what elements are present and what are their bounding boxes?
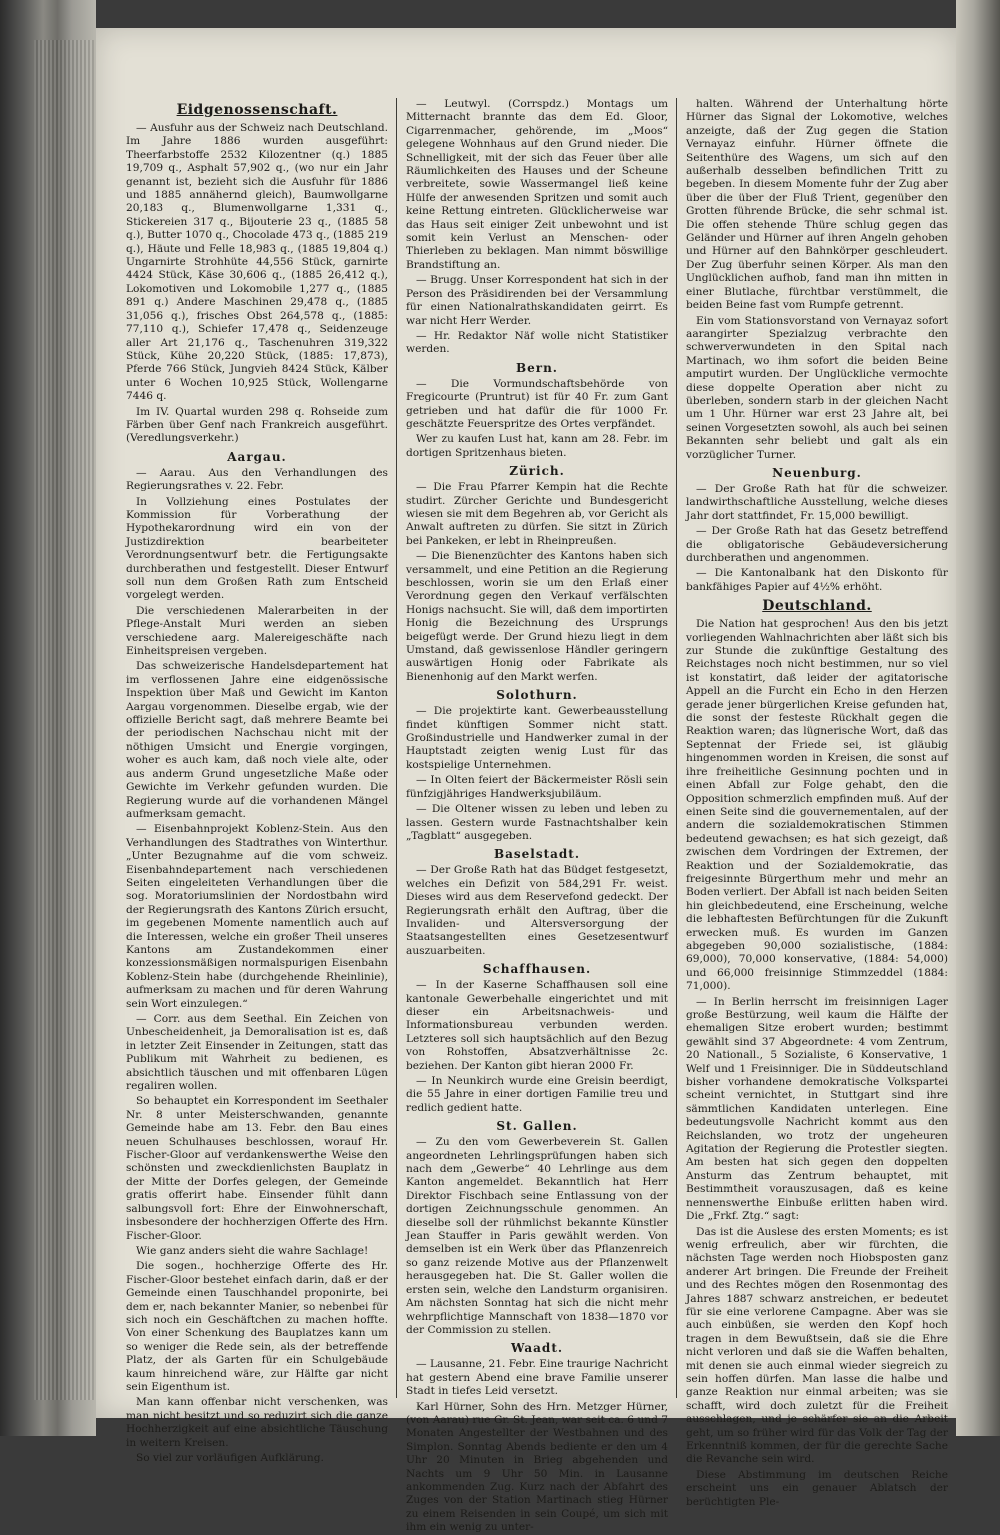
article-paragraph: — Lausanne, 21. Febr. Eine traurige Nachricht hat gestern Abend eine brave Familie unserer Stadt in tiefes Leid versetzt. <box>406 1358 668 1398</box>
section-heading-zuerich: Zürich. <box>509 464 565 479</box>
page-right-edge <box>956 0 1000 1436</box>
article-paragraph: Diese Abstimmung im deutschen Reiche erscheint uns ein genauer Ablatsch der berüchtigten Ple- <box>686 1468 948 1508</box>
section-heading-aargau: Aargau. <box>227 449 287 464</box>
article-paragraph: — Ausfuhr aus der Schweiz nach Deutschland. Im Jahre 1886 wurden ausgeführt: Theerfarbstoffe 2532 Kilozentner (q.) 1885 19,709 q., Asphalt 57,902 q., (wo nur ein Jahr genannt ist, bezieht sich die Ausfuhr für 1886 und 1885 annähernd gleich), Baumwollgarne 20,183 q., Blumenwollgarne 1,331 q., Stickereien 317 q., Bijouterie 23 q., (1885 58 q.), Butter 1070 q., Chocolade 473 q., (1885 219 q.), Häute und Felle 18,983 q., (1885 19,804 q.) Ungarnirte Strohhüte 44,556 Stück, garnirte 4424 Stück, Käse 30,606 q., (1885 26,412 q.), Lokomotiven und Lokomobile 1,277 q., (1885 891 q.) Andere Maschinen 29,478 q., (1885 31,056 q.), frisches Obst 264,578 q., (1885: 77,110 q.), Schiefer 17,478 q., Seidenzeuge aller Art 21,176 q., Taschenuhren 319,322 Stück, Kühe 20,220 Stück, (1885: 17,873), Pferde 766 Stück, Jungvieh 8424 Stück, Kälber unter 6 Wochen 10,925 Stück, Wollengarne 7446 q. <box>126 122 388 403</box>
article-paragraph: In Vollziehung eines Postulates der Kommission für Vorberathung der Hypothekarordnung wird ein von der Justizdirektion bearbeiteter Verordnungsentwurf betr. die Fertigungsakte durchberathen und festgestellt. Dieser Entwurf soll nun dem Großen Rath zum Entscheid vorgelegt werden. <box>126 495 388 602</box>
article-paragraph: Im IV. Quartal wurden 298 q. Rohseide zum Färben über Genf nach Frankreich ausgeführt. (Veredlungsverkehr.) <box>126 405 388 445</box>
article-paragraph: — Aarau. Aus den Verhandlungen des Regierungsrathes v. 22. Febr. <box>126 466 388 493</box>
article-paragraph: — Der Große Rath hat für die schweizer. landwirthschaftliche Ausstellung, welche dieses Jahr dort stattfindet, Fr. 15,000 bewilligt. <box>686 482 948 522</box>
article-paragraph: — Die Vormundschaftsbehörde von Fregicourte (Pruntrut) ist für 40 Fr. zum Gant getrieben und hat dafür die für 1000 Fr. geschätzte Feuerspritze des Ortes verpfändet. <box>406 377 668 430</box>
column-rule-1 <box>396 98 397 1398</box>
article-paragraph: — Die Frau Pfarrer Kempin hat die Rechte studirt. Zürcher Gerichte und Bundesgericht wiesen sie mit dem Begehren ab, vor Gericht als Anwalt auftreten zu dürfen. Sie sitzt in Zürich bei Pankeken, er lebt in Rheinpreußen. <box>406 481 668 547</box>
article-paragraph: — Der Große Rath hat das Gesetz betreffend die obligatorische Gebäudeversicherung durchberathen und angenommen. <box>686 525 948 564</box>
article-paragraph: Die verschiedenen Malerarbeiten in der Pflege-Anstalt Muri werden an sieben verschiedene aarg. Malereigeschäfte nach Einheitspreisen vergeben. <box>126 604 388 658</box>
section-heading-solothurn: Solothurn. <box>496 688 578 703</box>
article-paragraph: Man kann offenbar nicht verschenken, was man nicht besitzt und so reduzirt sich die ganze Hochherzigkeit auf eine absichtliche Täuschung in weitern Kreisen. <box>126 1396 388 1449</box>
section-heading-st-gallen: St. Gallen. <box>496 1119 578 1134</box>
article-paragraph: — Die Bienenzüchter des Kantons haben sich versammelt, und eine Petition an die Regierung beschlossen, worin sie um den Erlaß einer Verordnung gegen den Verkauf verfälschten Honigs nachsucht. Sie will, daß dem importirten Honig die Bezeichnung des Ursprungs beigefügt werde. Der Grund hiezu liegt in dem Umstand, daß gewissenlose Händler geringern auswärtigen Honig oder Fabrikate als Bienenhonig auf den Markt werfen. <box>406 550 668 683</box>
article-paragraph: Ein vom Stationsvorstand von Vernayaz sofort aarangirter Spezialzug verbrachte den schwerverwundeten in den Spital nach Martinach, wo ihm sofort die beiden Beine amputirt wurden. Der Unglückliche vermochte diese doppelte Operation aber nicht zu überleben, sondern starb in der gleichen Nacht um 1 Uhr. Hürner war erst 23 Jahre alt, bei seinen Vorgesetzten sowohl, als auch bei seinen Bekannten sehr beliebt und galt als ein vorzüglicher Turner. <box>686 314 948 461</box>
section-heading-waadt: Waadt. <box>510 1341 564 1356</box>
article-paragraph: — In Berlin herrscht im freisinnigen Lager große Bestürzung, weil kaum die Hälfte der ehemaligen Sitze erobert wurden; bestimmt gewählt sind 37 Abgeordnete: 4 vom Zentrum, 20 Nationall., 5 Sozialiste, 6 Konservative, 1 Welf und 1 Freisinniger. Die in Süddeutschland bisher vorhandene demokratische Volkspartei scheint vernichtet, in Stuttgart sind ihre sämmtlichen Kandidaten unterlegen. Eine bedeutungsvolle Nachricht kommt aus den Reichslanden, wo trotz der ungeheuren Agitation der Regierung die Protestler siegten. Am besten hat sich gegen den doppelten Ansturm das Zentrum behauptet, mit Bestimmtheit vorauszusagen, daß es keine nennenswerthe Einbuße erlitten haben wird. Die „Frkf. Ztg.“ sagt: <box>686 995 948 1223</box>
article-paragraph: Das ist die Auslese des ersten Moments; es ist wenig erfreulich, aber wir fürchten, die nächsten Tage werden noch Hiobsposten ganz anderer Art bringen. Die Freunde der Freiheit und des Rechtes mögen den Rosenmontag des Jahres 1887 schwarz anstreichen, er bedeutet für sie eine verlorene Campagne. Aber was sie auch einbüßen, sie werden den Kopf hoch tragen in dem Bewußtsein, daß sie die Ehre nicht verloren und daß sie die Waffen behalten, mit denen sie auch einmal wieder siegreich zu sein hoffen dürfen. Man lasse die halbe und ganze Reaktion nur einmal arbeiten; was sie schafft, wird doch zuletzt für die Freiheit ausschlagen, und je schärfer sie an die Arbeit geht, um so früher wird für das Volk der Tag der Erkenntniß kommen, der für die gerechte Sache die Revanche sein wird. <box>686 1225 948 1466</box>
section-heading-eidgenossenschaft: Eidgenossenschaft. <box>176 102 338 118</box>
book-binding-edge <box>0 0 96 1436</box>
article-paragraph: — In Neunkirch wurde eine Greisin beerdigt, die 55 Jahre in einer dortigen Familie treu und redlich gedient hatte. <box>406 1075 668 1114</box>
article-paragraph: Die sogen., hochherzige Offerte des Hr. Fischer-Gloor bestehet einfach darin, daß er der Gemeinde einen Tauschhandel proponirte, bei dem er, nach bekannter Manier, so nebenbei für sich noch ein Geschäftchen zu machen hoffte. Von einer Schenkung des Bauplatzes kann um so weniger die Rede sein, als der betreffende Platz, der als Garten für ein Schulgebäude kaum hinreichend wäre, zur Hälfte gar nicht sein Eigenthum ist. <box>126 1260 388 1393</box>
section-heading-baselstadt: Baselstadt. <box>493 847 581 862</box>
article-paragraph: — Die Kantonalbank hat den Diskonto für bankfähiges Papier auf 4½% erhöht. <box>686 567 948 593</box>
article-paragraph: Die Nation hat gesprochen! Aus den bis jetzt vorliegenden Wahlnachrichten aber läßt sich bis zur Stunde die zukünftige Gestaltung des Reichstages noch nicht bestimmen, nur so viel ist konstatirt, daß leider der agitatorische Appell an die Furcht ein Echo in den Herzen gerade jener bürgerlichen Kreise gefunden hat, die sonst der festeste Rückhalt gegen die Reaktion waren; das lügnerische Wort, daß das Septennat der Friede sei, ist gläubig hingenommen worden in Kreisen, die sonst auf ihre freiheitliche Gesinnung pochten und in einen Abfall zur Folge gehabt, den die Opposition schmerzlich empfinden muß. Auf der einen Seite sind die gouvernementalen, auf der andern die sozialdemokratischen Stimmen bedeutend gewachsen; es hat sich gezeigt, daß zwischen dem Vordringen der Extremen, der Reaktion und der Sozialdemokratie, das freigesinnte Bürgerthum mehr und mehr an Boden verliert. Der Abfall ist nach beiden Seiten hin gleichbedeutend, eine Erscheinung, welche die lebhaftesten Befürchtungen für die Zukunft erwecken muß. Es wurden im Ganzen abgegeben 90,000 sozialistische, (1884: 69,000), 70,000 konservative, (1884: 54,000) und 66,000 freisinnige Stimmzeddel (1884: 71,000). <box>686 618 948 993</box>
article-paragraph: — Eisenbahnprojekt Koblenz-Stein. Aus den Verhandlungen des Stadtrathes von Winterthur. „Unter Bezugnahme auf die vom schweiz. Eisenbahndepartement nach verschiedenen Seiten eingeleiteten Verhandlungen über die sog. Moratoriumslinien der Nordostbahn wird der Regierungsrath des Kantons Zürich ersucht, im gegebenen Momente namentlich auch auf die Interessen, welche ein großer Theil unseres Kantons am Zustandekommen einer konzessionsmäßigen normalspurigen Eisenbahn Koblenz-Stein habe (durchgehende Rheinlinie), aufmerksam zu machen und für deren Wahrung sein Wort einzulegen.“ <box>126 823 388 1010</box>
column-3 <box>686 98 948 1508</box>
newspaper-page <box>96 28 956 1534</box>
column-1 <box>126 98 388 1464</box>
article-paragraph: — In Olten feiert der Bäckermeister Rösli sein fünfzigjähriges Handwerksjubiläum. <box>406 774 668 800</box>
article-paragraph: — Leutwyl. (Corrspdz.) Montags um Mitternacht brannte das dem Ed. Gloor, Cigarrenmacher, gehörende, im „Moos“ gelegene Wohnhaus auf den Grund nieder. Die Schnelligkeit, mit der sich das Feuer über alle Räumlichkeiten des Hauses und der Scheune verbreitete, sowie Wassermangel ließ keine Hülfe der anwesenden Spritzen und somit auch keine Rettung eintreten. Glücklicherweise war das Haus seit einiger Zeit unbewohnt und ist somit kein Verlust an Menschen- oder Thierleben zu beklagen. Man nimmt böswillige Brandstiftung an. <box>406 98 668 271</box>
article-paragraph: — In der Kaserne Schaffhausen soll eine kantonale Gewerbehalle eingerichtet und mit dieser ein Arbeitsnachweis- und Informationsbureau verbunden werden. Letzteres soll sich hauptsächlich auf den Bezug von Rohstoffen, Absatzverhältnisse 2c. beziehen. Der Kanton gibt hieran 2000 Fr. <box>406 979 668 1072</box>
article-paragraph: Wer zu kaufen Lust hat, kann am 28. Febr. im dortigen Spritzenhaus bieten. <box>406 433 668 459</box>
section-heading-schaffhausen: Schaffhausen. <box>482 962 592 977</box>
section-heading-deutschland: Deutschland. <box>762 598 872 615</box>
section-heading-bern: Bern. <box>515 360 558 375</box>
article-paragraph: Wie ganz anders sieht die wahre Sachlage! <box>136 1244 369 1257</box>
article-paragraph: — Hr. Redaktor Näf wolle nicht Statistiker werden. <box>406 329 668 356</box>
article-paragraph: — Die Oltener wissen zu leben und leben zu lassen. Gestern wurde Fastnachtshalber kein „Tagblatt“ ausgegeben. <box>406 803 668 842</box>
article-paragraph: — Brugg. Unser Korrespondent hat sich in der Person des Präsidirenden bei der Versammlung für einen Nationalrathskandidaten geirrt. Es war nicht Herr Werder. <box>406 274 668 327</box>
article-paragraph: So behauptet ein Korrespondent im Seethaler Nr. 8 unter Meisterschwanden, genannte Gemeinde habe am 13. Febr. den Bau eines neuen Schulhauses beschlossen, worauf Hr. Fischer-Gloor auf verdankenswerthe Weise den schönsten und zweckdienlichsten Bauplatz in der Mitte der Dorfes gelegen, der Gemeinde gratis offerirt habe. Einsender fühlt dann salbungsvoll fort: Ehre der Einwohnerschaft, insbesondere der hochherzigen Offerte des Hrn. Fischer-Gloor. <box>126 1095 388 1242</box>
article-paragraph: — Corr. aus dem Seethal. Ein Zeichen von Unbescheidenheit, ja Demoralisation ist es, daß in letzter Zeit Einsender in Zeitungen, statt das Publikum mit Wahrheit zu bedienen, es absichtlich täuschen und mit offenbaren Lügen regaliren wollen. <box>126 1013 388 1093</box>
article-paragraph: — Zu den vom Gewerbeverein St. Gallen angeordneten Lehrlingsprüfungen haben sich nach dem „Gewerbe“ 40 Lehrlinge aus dem Kanton angemeldet. Bekanntlich hat Herr Direktor Fischbach seine Entlassung von der dortigen Zeichnungsschule genommen. An dieselbe soll der rühmlichst bekannte Künstler Jean Stauffer in Paris gewählt werden. Von demselben ist ein Werk über das Pflanzenreich so ganz reizende Motive aus der Pflanzenwelt herausgegeben hat. Die St. Galler wollen die ersten sein, welche den Landsturm organisiren. Am nächsten Sonntag hat sich die nicht mehr wehrpflichtige Mannschaft von 1838—1870 vor der Commission zu stellen. <box>406 1136 668 1336</box>
column-2 <box>406 98 668 1534</box>
section-heading-neuenburg: Neuenburg. <box>772 465 862 480</box>
article-paragraph: Das schweizerische Handelsdepartement hat im verflossenen Jahre eine eidgenössische Inspektion über Maß und Gewicht im Kanton Aargau vorgenommen. Dieselbe ergab, wie der offizielle Bericht sagt, daß mehrere Beamte bei der periodischen Nachschau nicht mit der nöthigen Umsicht und Energie vorgingen, woher es auch kam, daß noch viele alte, oder aus anderm Grund ungesetzliche Maße oder Gewichte im Verkehr gefunden wurden. Die Regierung wurde auf die vorhandenen Mängel aufmerksam gemacht. <box>126 660 388 820</box>
article-paragraph: halten. Während der Unterhaltung hörte Hürner das Signal der Lokomotive, welches anzeigte, daß der Zug gegen die Station Vernayaz einfuhr. Hürner öffnete die Seitenthüre des Wagens, um sich auf den außerhalb desselben befindlichen Tritt zu begeben. In diesem Momente fuhr der Zug aber über die über der Fluß Trient, gegenüber den Grotten führende Brücke, die sehr schmal ist. Die offen stehende Thüre schlug gegen das Geländer und Hürner auf ihren Angeln gehoben und Hürner auf den Bahnkörper geschleudert. Der Zug überfuhr seinen Körper. Als man den Unglücklichen aufhob, fand man ihn mitten in einer Blutlache, fürchtbar verstümmelt, die beiden Beine fast vom Rumpfe getrennt. <box>686 98 948 312</box>
article-paragraph: So viel zur vorläufigen Aufklärung. <box>136 1452 324 1464</box>
article-paragraph: Karl Hürner, Sohn des Hrn. Metzger Hürner, (von Aarau) rue Gr. St. Jean, war seit ca. 6 und 7 Monaten Angestellter der Westbahnen und des Simplon. Sonntag Abends bediente er den um 4 Uhr 20 Minuten in Brieg abgehenden und Nachts um 9 Uhr 50 Min. in Lausanne ankommenden Zug. Kurz nach der Abfahrt des Zuges von der Station Martinach stieg Hürner zu einem Reisenden in sein Coupé, um sich mit ihm ein wenig zu unter- <box>406 1400 668 1534</box>
column-rule-2 <box>676 98 677 1398</box>
article-paragraph: — Die projektirte kant. Gewerbeausstellung findet künftigen Sommer nicht statt. Großindustrielle und Handwerker zumal in der Hauptstadt zeigten wenig Lust für das kostspielige Unternehmen. <box>406 705 668 771</box>
article-paragraph: — Der Große Rath hat das Büdget festgesetzt, welches ein Defizit von 584,291 Fr. weist. Dieses wird aus dem Reservefond gedeckt. Der Regierungsrath erhält den Auftrag, über die Invaliden- und Altersversorgung der Staatsangestellten eines Gesetzesentwurf auszuarbeiten. <box>406 864 668 957</box>
